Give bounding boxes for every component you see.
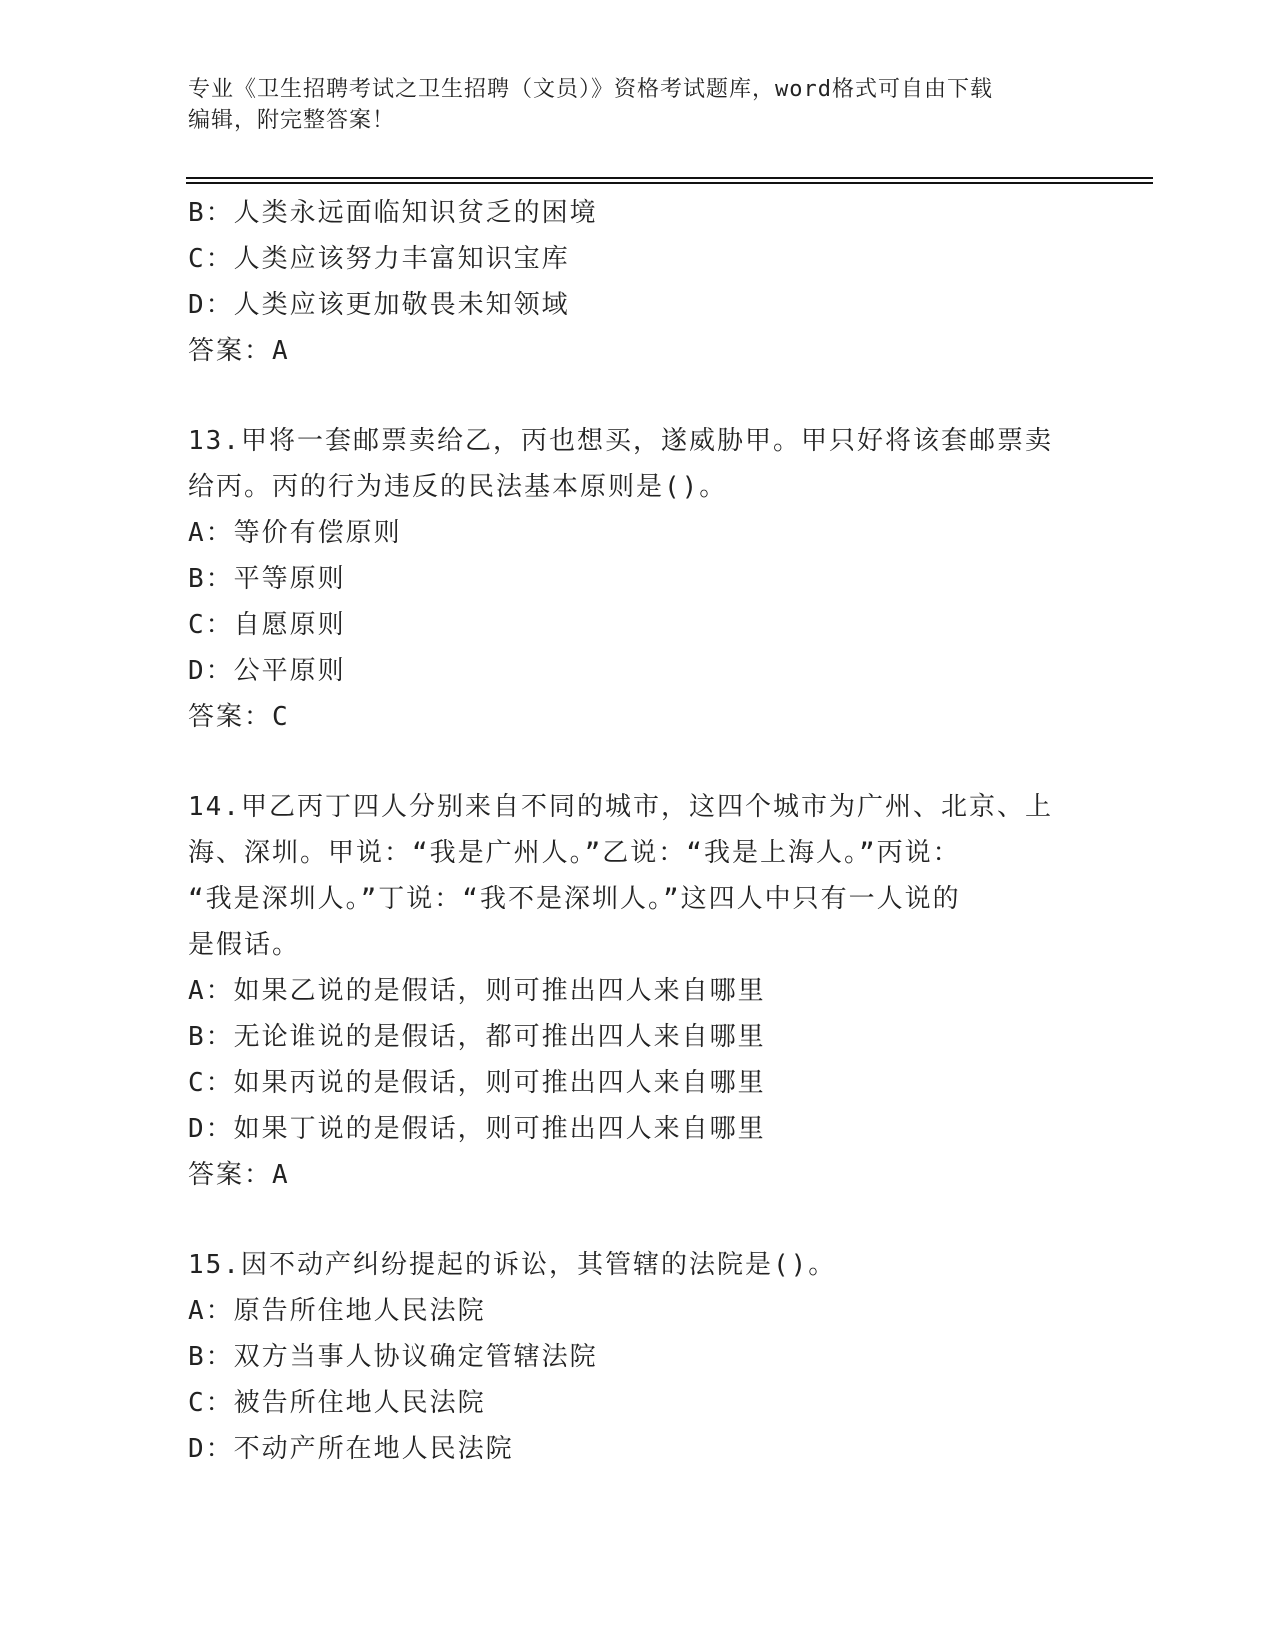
option-b: B：平等原则 — [188, 564, 346, 594]
option-d: D：不动产所在地人民法院 — [188, 1434, 514, 1464]
option-c: C：自愿原则 — [188, 610, 346, 640]
option-d: D：公平原则 — [188, 656, 346, 686]
spacer — [188, 1198, 1088, 1242]
header-line-1: 专业《卫生招聘考试之卫生招聘（文员）》资格考试题库，word格式可自由下载 — [188, 77, 993, 102]
option-b: B：无论谁说的是假话，都可推出四人来自哪里 — [188, 1022, 766, 1052]
option-a: A：等价有偿原则 — [188, 518, 402, 548]
option-c: C：人类应该努力丰富知识宝库 — [188, 244, 570, 274]
spacer — [188, 740, 1088, 784]
option-b: B：人类永远面临知识贫乏的困境 — [188, 198, 598, 228]
answer: 答案：A — [188, 336, 290, 366]
question-stem: 海、深圳。甲说：“我是广州人。”乙说：“我是上海人。”丙说： — [188, 838, 961, 868]
question-15 — [188, 1242, 1088, 1472]
answer: 答案：C — [188, 702, 290, 732]
question-stem: “我是深圳人。”丁说：“我不是深圳人。”这四人中只有一人说的 — [188, 884, 961, 914]
header-line-2: 编辑，附完整答案！ — [188, 108, 396, 133]
option-a: A：如果乙说的是假话，则可推出四人来自哪里 — [188, 976, 766, 1006]
question-stem: 13.甲将一套邮票卖给乙，丙也想买，遂威胁甲。甲只好将该套邮票卖 — [188, 426, 1053, 456]
question-stem: 15.因不动产纠纷提起的诉讼，其管辖的法院是()。 — [188, 1250, 837, 1280]
spacer — [188, 374, 1088, 418]
option-c: C：如果丙说的是假话，则可推出四人来自哪里 — [188, 1068, 766, 1098]
question-12-tail — [188, 190, 1088, 374]
document-header — [188, 74, 1088, 136]
option-c: C：被告所住地人民法院 — [188, 1388, 486, 1418]
question-stem: 14.甲乙丙丁四人分别来自不同的城市，这四个城市为广州、北京、上 — [188, 792, 1053, 822]
answer: 答案：A — [188, 1160, 290, 1190]
option-d: D：人类应该更加敬畏未知领域 — [188, 290, 570, 320]
question-list — [188, 190, 1088, 1472]
option-b: B：双方当事人协议确定管辖法院 — [188, 1342, 598, 1372]
option-a: A：原告所住地人民法院 — [188, 1296, 486, 1326]
header-divider-top — [186, 177, 1153, 179]
question-stem: 给丙。丙的行为违反的民法基本原则是()。 — [188, 472, 728, 502]
question-14 — [188, 784, 1088, 1198]
question-13 — [188, 418, 1088, 740]
header-divider-bottom — [186, 182, 1153, 184]
question-stem: 是假话。 — [188, 930, 301, 960]
option-d: D：如果丁说的是假话，则可推出四人来自哪里 — [188, 1114, 766, 1144]
